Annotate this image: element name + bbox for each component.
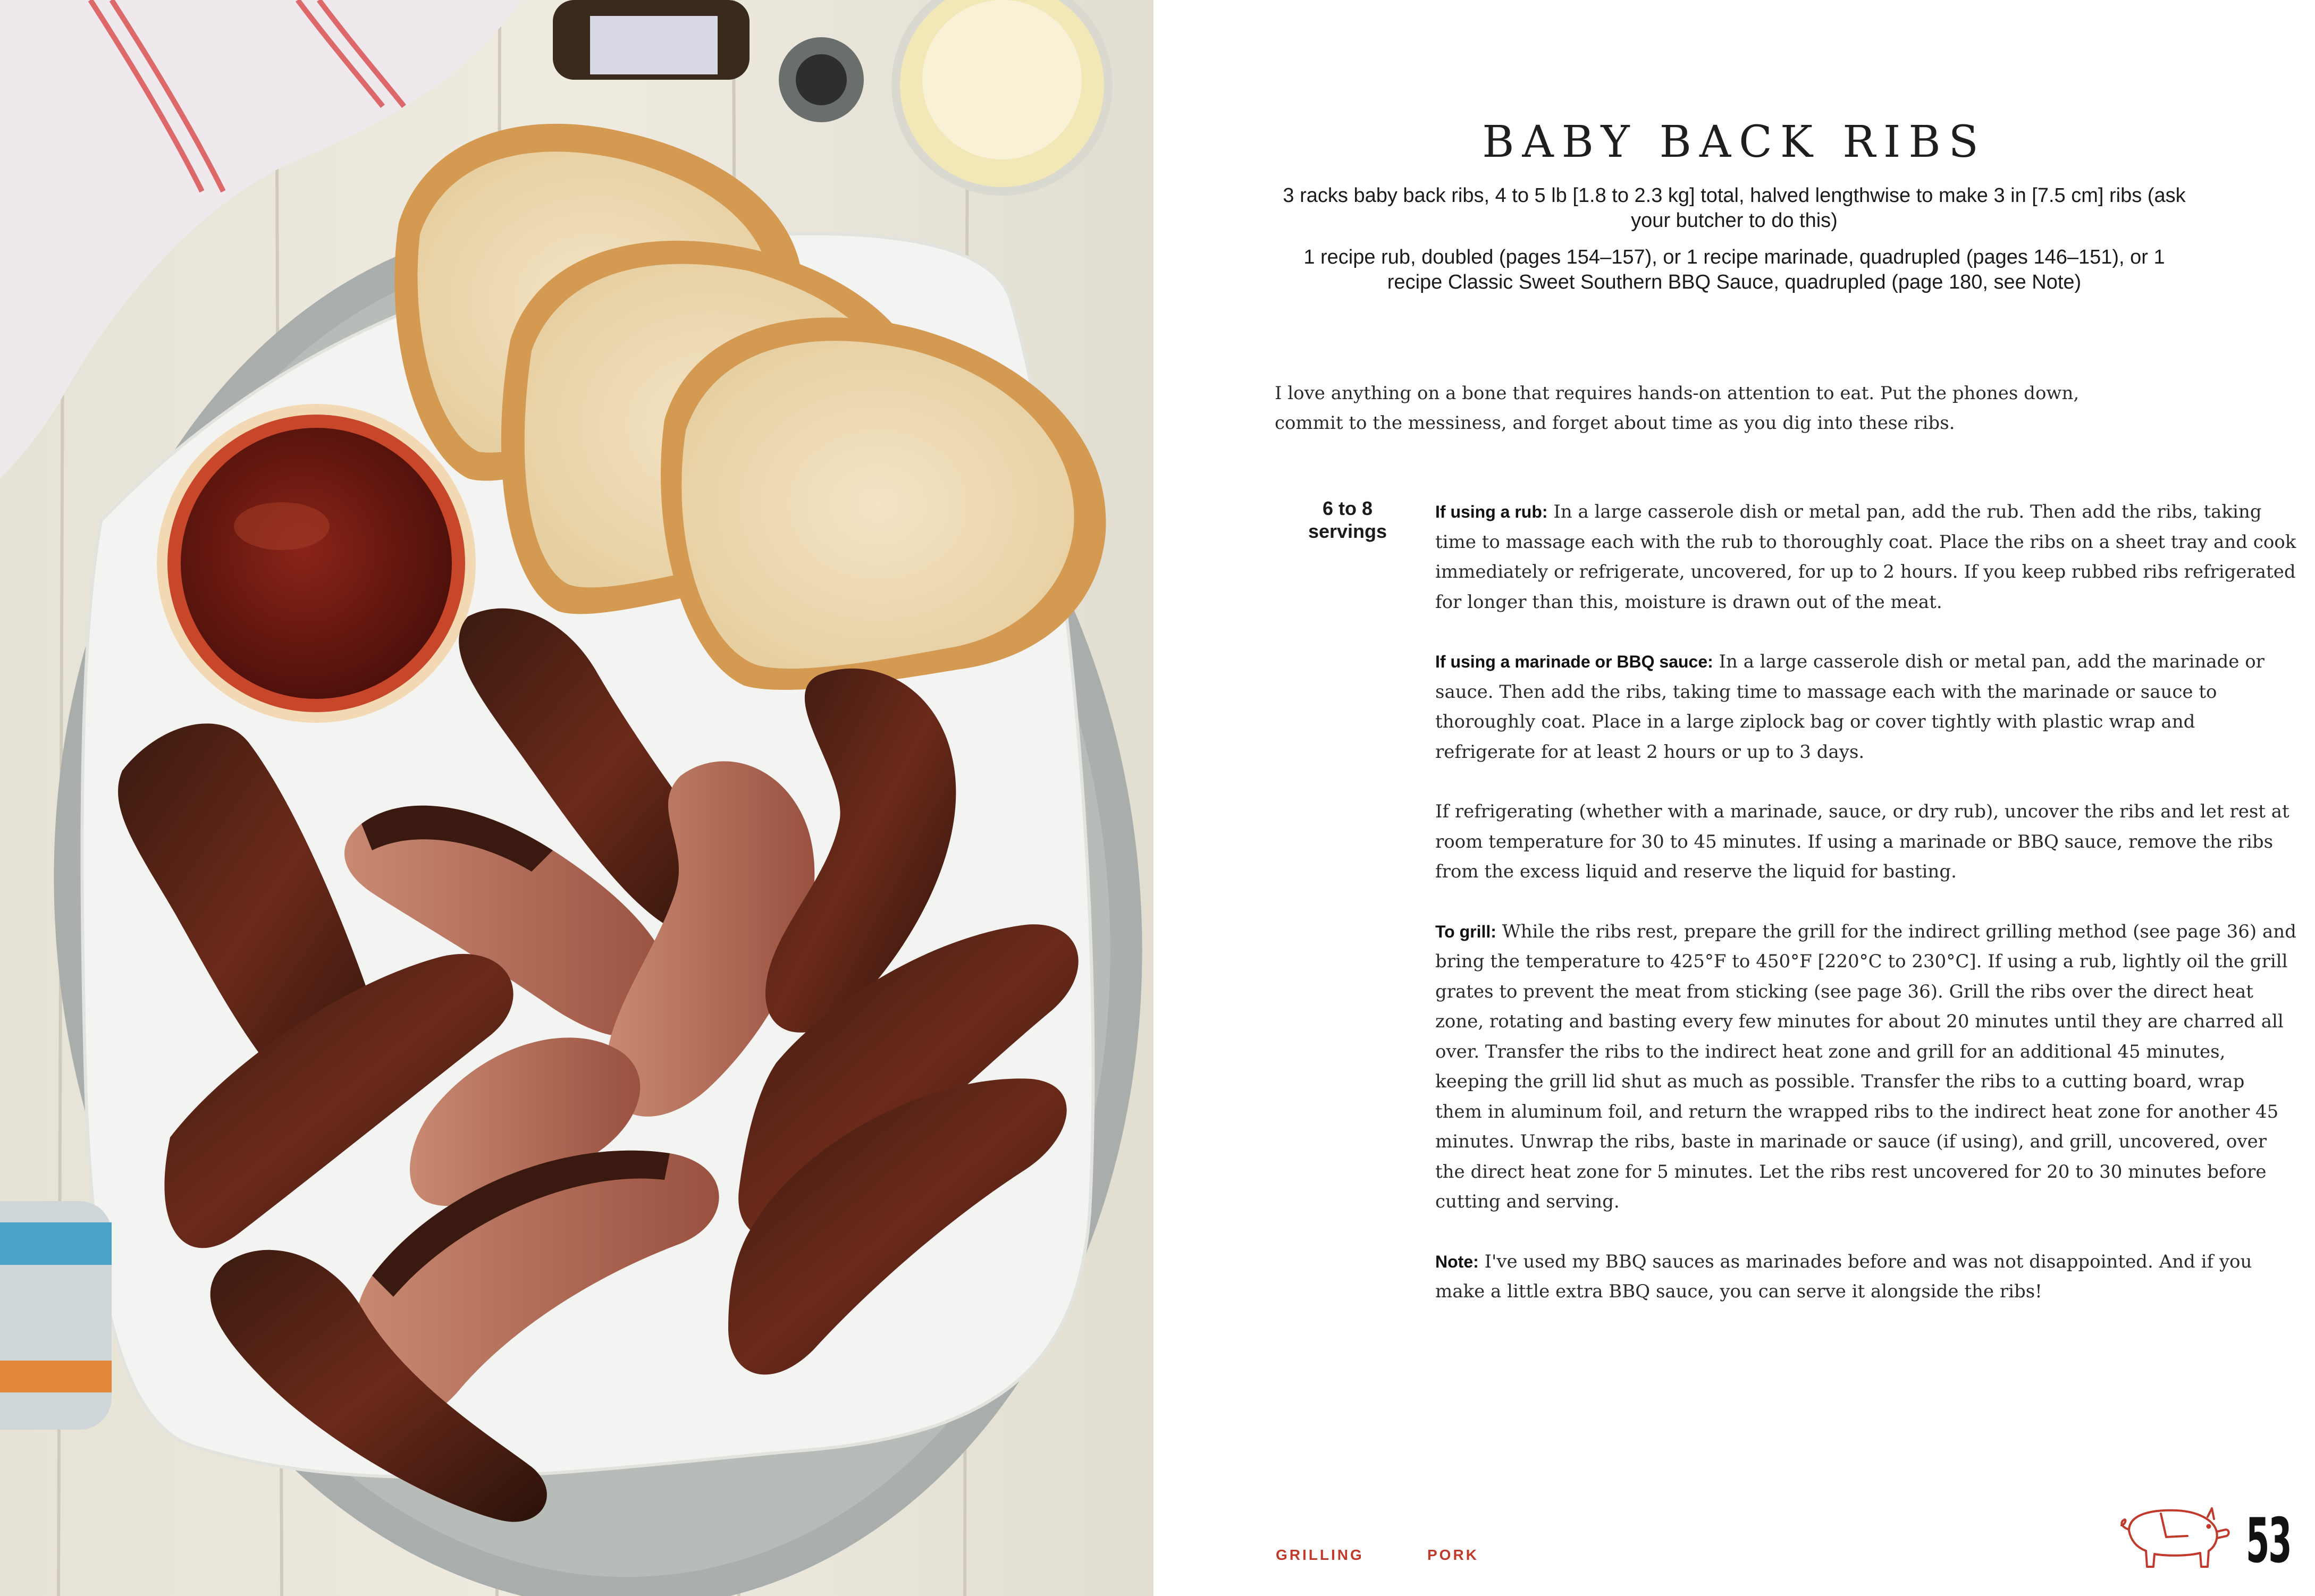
- step-label: If using a rub:: [1435, 502, 1548, 521]
- method-step-rub: [1435, 497, 2296, 617]
- step-text: While the ribs rest, prepare the grill for the indirect grilling method (see page 36) and bring the temperature to 425°F to 450°F [220°C to 230°C]. If using a rub, lightly oil the grill grates to prevent the meat from sticking (see page 36). Grill the ribs over the direct heat zone, rotating and basting every few minutes for about 20 minutes until they are charred all over. Transfer the ribs to the indirect heat zone and grill for an additional 45 minutes, keeping the grill lid shut as much as possible. Transfer the ribs to a cutting board, wrap them in aluminum foil, and return the wrapped ribs to the indirect heat zone for another 45 minutes. Unwrap the ribs, baste in marinade or sauce (if using), and grill, uncovered, over the direct heat zone for 5 minutes. Let the ribs rest uncovered for 20 to 30 minutes before cutting and serving.: [1435, 921, 2296, 1212]
- servings-yield: [1281, 497, 1414, 543]
- footer-section-label: GRILLING: [1276, 1547, 1364, 1563]
- page-number: 53: [2246, 1505, 2291, 1577]
- recipe-title: BABY BACK RIBS: [1482, 116, 1986, 167]
- servings-count: 6 to 8: [1322, 497, 1373, 519]
- step-text: I've used my BBQ sauces as marinades before and was not disappointed. And if you make a little extra BBQ sauce, you can serve it alongside the ribs!: [1435, 1251, 2252, 1302]
- method-steps: [1435, 497, 2296, 1337]
- method-step-marinade: [1435, 647, 2296, 767]
- step-text: In a large casserole dish or metal pan, add the rub. Then add the ribs, taking time to massage each with the rub to thoroughly coat. Place the ribs on a sheet tray and cook immediately or refrigerate, uncovered, for up to 2 hours. If you keep rubbed ribs refrigerated for longer than this, moisture is drawn out of the meat.: [1435, 501, 2296, 613]
- servings-label: servings: [1308, 520, 1387, 542]
- step-label: To grill:: [1435, 922, 1496, 941]
- recipe-page: [1154, 0, 2315, 1596]
- step-label: If using a marinade or BBQ sauce:: [1435, 652, 1713, 671]
- food-photo: [0, 0, 1154, 1596]
- recipe-intro: I love anything on a bone that requires hands-on attention to eat. Put the phones down, commit to the messiness, and forget about time as you dig into these ribs.: [1275, 383, 2080, 434]
- method-step-rest: [1435, 797, 2296, 887]
- ingredients-list: [1276, 183, 2193, 307]
- pig-icon: [2108, 1499, 2235, 1573]
- footer-category-label: PORK: [1427, 1547, 1479, 1563]
- method-step-grill: [1435, 917, 2296, 1217]
- step-label: Note:: [1435, 1252, 1479, 1271]
- ingredient-item: 3 racks baby back ribs, 4 to 5 lb [1.8 to 2.3 kg] total, halved lengthwise to make 3 in [7.5 cm] ribs (ask your butcher to do this): [1283, 184, 2186, 232]
- ingredient-item: 1 recipe rub, doubled (pages 154–157), or 1 recipe marinade, quadrupled (pages 146–151), or 1 recipe Classic Sweet Southern BBQ Sauce, quadrupled (page 180, see Note): [1303, 246, 2165, 293]
- method-step-note: [1435, 1247, 2296, 1307]
- step-text: If refrigerating (whether with a marinade, sauce, or dry rub), uncover the ribs and let rest at room temperature for 30 to 45 minutes. If using a marinade or BBQ sauce, remove the ribs from the excess liquid and reserve the liquid for basting.: [1435, 801, 2289, 882]
- step-text: In a large casserole dish or metal pan, add the marinade or sauce. Then add the ribs, taking time to massage each with the marinade or sauce to thoroughly coat. Place in a large ziplock bag or cover tightly with plastic wrap and refrigerate for at least 2 hours or up to 3 days.: [1435, 651, 2265, 763]
